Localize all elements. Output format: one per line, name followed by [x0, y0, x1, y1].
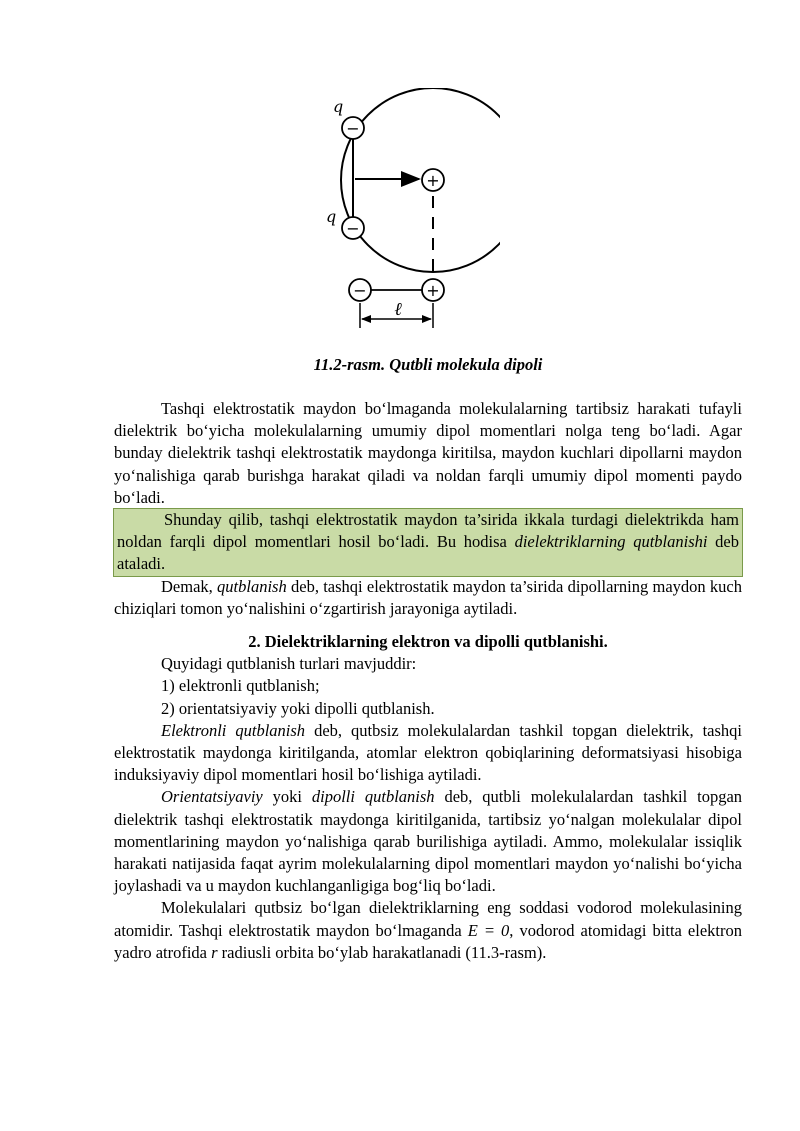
paragraph-4: Elektronli qutblanish deb, qutbsiz molekulalardan tashkil topgan dielektrik, tashqi elektrostatik maydonga kiritilganda, atomlar elektron qobiqlarining deformatsiyasi hisobiga induksiyaviy dipol momentlari hosil bo‘lishiga aytiladi. — [114, 720, 742, 785]
list-item-2: 2) orientatsiyaviy yoki dipolli qutblanish. — [161, 698, 435, 718]
dimension-arrow-left — [361, 315, 371, 323]
paragraph-3: Demak, qutblanish deb, tashqi elektrostatik maydon ta’sirida dipollarning maydon kuch chiziqlari tomon yo‘nalishini o‘zgartirish jarayoniga aytiladi. — [114, 576, 742, 618]
svg-text:−: − — [346, 119, 360, 138]
svg-text:−: − — [353, 281, 367, 300]
negative-charge-top — [342, 117, 364, 139]
label-q-top: q — [333, 97, 344, 116]
list-intro: Quyidagi qutblanish turlari mavjuddir: — [161, 654, 417, 674]
positive-charge-center — [422, 169, 444, 191]
paragraph-5: Orientatsiyaviy yoki dipolli qutblanish deb, qutbli molekulalardan tashkil topgan dielektrik tashqi elektrostatik maydonga kiritilganida, tartibsiz yo‘nalgan molekulalar dipol momentlarining maydon yo‘nalishiga qarab burilishiga aytiladi. Ammo, molekulalar issiqlik harakati natijasida faqat ayrim molekulalarning dipol momentlari maydon yo‘nalishi bo‘yicha joylashadi va u maydon kuchlanganligiga bog‘liq bo‘ladi. — [114, 787, 743, 896]
label-q-bottom: q — [326, 207, 337, 226]
paragraph-1: Tashqi elektrostatik maydon bo‘lmaganda molekulalarning tartibsiz harakati tufayli dielektrik bo‘yicha molekulalarning umumiy dipol momentlari nolga teng bo‘ladi. Agar bunday dielektrik tashqi elektrostatik maydonga kiritilsa, maydon kuchlari dipollarni maydon yo‘nalishiga qarab burishga harakat qiladi va noldan farqli umumiy dipol momenti paydo bo‘ladi. — [114, 399, 742, 507]
paragraph-6: Molekulalari qutbsiz bo‘lgan dielektriklarning eng soddasi vodorod molekulasining atomidir. Tashqi elektrostatik maydon bo‘lmaganda E = 0, vodorod atomidagi bitta elektron yadro atrofida r radiusli orbita bo‘ylab harakatlanadi (11.3-rasm). — [114, 898, 742, 962]
list-item-1: 1) elektronli qutblanish; — [161, 676, 320, 696]
section-heading: 2. Dielektriklarning elektron va dipolli qutblanishi. — [248, 632, 608, 652]
term-orientational: Orientatsiyaviy — [161, 787, 263, 807]
svg-text:+: + — [426, 171, 440, 190]
term-electronic-polarization: Elektronli qutblanish — [161, 720, 306, 740]
svg-text:+: + — [426, 281, 440, 300]
highlighted-paragraph: Shunday qilib, tashqi elektrostatik maydon ta’sirida ikkala turdagi dielektrikda ham noldan farqli dipol momentlari hosil bo‘ladi. Bu hodisa dielektriklarning qutblanishi deb ataladi. — [114, 509, 742, 576]
term-polarization: qutblanish — [217, 576, 287, 596]
svg-text:−: − — [346, 219, 360, 238]
math-e-zero: E = 0 — [467, 920, 510, 940]
dipole-figure — [300, 88, 500, 338]
math-r: r — [211, 942, 218, 962]
body-text — [114, 398, 742, 964]
figure-caption: 11.2-rasm. Qutbli molekula dipoli — [313, 355, 543, 374]
label-l: ℓ — [394, 299, 402, 320]
negative-charge-bottom — [342, 217, 364, 239]
dimension-arrow-right — [422, 315, 432, 323]
term-dipole-polarization: dipolli qutblanish — [311, 787, 435, 807]
positive-charge-dipole — [422, 279, 444, 301]
negative-charge-dipole — [349, 279, 371, 301]
term-dielectric-polarization: dielektriklarning qutblanishi — [514, 532, 708, 552]
